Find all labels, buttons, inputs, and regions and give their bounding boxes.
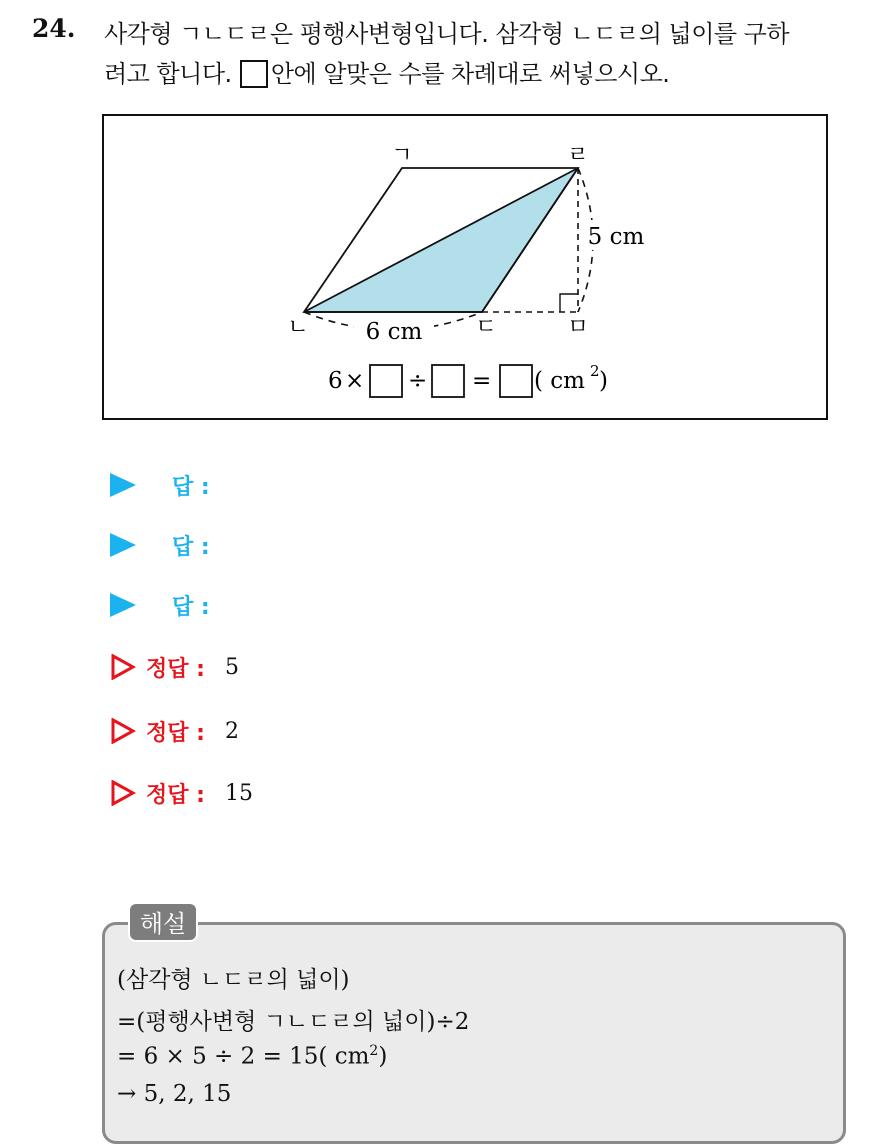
solution-row-1 [110, 652, 239, 682]
height-length-label: 5 cm [587, 224, 645, 250]
solution-value-2: 2 [224, 718, 239, 744]
formula-eq: = [472, 368, 492, 394]
formula-times: × [345, 368, 365, 394]
formula-unit-exponent: 2 [590, 362, 600, 380]
formula-unit-close: ) [599, 368, 608, 394]
explanation-line-3-close: ) [378, 1043, 388, 1070]
answer-label-2: 답 : [172, 535, 210, 560]
answer-label-1: 답 : [172, 475, 210, 500]
explanation-line-3-exponent: 2 [369, 1043, 379, 1059]
vertex-label-n: ㄴ [287, 315, 309, 340]
solution-label-3: 정답 : [146, 782, 205, 808]
outline-triangle-icon [110, 780, 136, 806]
formula-blank-2 [432, 365, 464, 397]
base-length-label: 6 cm [365, 319, 423, 345]
figure-box [102, 114, 828, 420]
outline-triangle-icon [110, 718, 136, 744]
question-text-line2 [104, 54, 669, 89]
question-text-line1: 사각형 ㄱㄴㄷㄹ은 평행사변형입니다. 삼각형 ㄴㄷㄹ의 넓이를 구하 [104, 20, 790, 48]
question-text-after-box: 안에 알맞은 수를 차례대로 써넣으시오. [270, 60, 670, 88]
vertex-label-m: ㅁ [567, 315, 589, 340]
explanation-box [102, 922, 846, 1144]
solution-label-1: 정답 : [146, 656, 205, 682]
vertex-label-d: ㄷ [475, 315, 497, 340]
explanation-line-2: =(평행사변형 ㄱㄴㄷㄹ의 넓이)÷2 [117, 1009, 470, 1035]
vertex-label-r: ㄹ [567, 143, 589, 168]
formula-blank-3 [500, 365, 532, 397]
formula-unit: ( cm [534, 368, 585, 394]
question-number: 24. [32, 14, 76, 43]
outline-triangle-icon [110, 654, 136, 680]
explanation-badge: 해설 [128, 902, 198, 942]
right-angle-mark [560, 294, 578, 312]
play-triangle-icon [110, 593, 136, 617]
explanation-line-3 [117, 1043, 387, 1070]
answer-row-1 [110, 470, 210, 500]
answer-row-3 [110, 590, 210, 620]
formula-div: ÷ [408, 368, 428, 394]
blank-box-icon [240, 60, 268, 88]
answer-label-3: 답 : [172, 595, 210, 620]
vertex-label-g: ㄱ [391, 143, 413, 168]
formula-blank-1 [370, 365, 402, 397]
answer-row-2 [110, 530, 210, 560]
solution-row-2 [110, 716, 239, 746]
solution-value-1: 5 [224, 654, 239, 680]
formula-six: 6 [328, 368, 343, 394]
play-triangle-icon [110, 473, 136, 497]
question-text-before-box: 려고 합니다. [104, 60, 232, 88]
play-triangle-icon [110, 533, 136, 557]
solution-label-2: 정답 : [146, 720, 205, 746]
solution-row-3 [110, 778, 253, 808]
triangle-ndr-shape [304, 168, 578, 312]
solution-value-3: 15 [224, 780, 253, 806]
explanation-line-1: (삼각형 ㄴㄷㄹ의 넓이) [117, 967, 350, 993]
parallelogram-figure [104, 116, 830, 422]
explanation-line-3-text: = 6 × 5 ÷ 2 = 15( cm [117, 1043, 370, 1070]
explanation-line-4: → 5, 2, 15 [117, 1081, 232, 1107]
